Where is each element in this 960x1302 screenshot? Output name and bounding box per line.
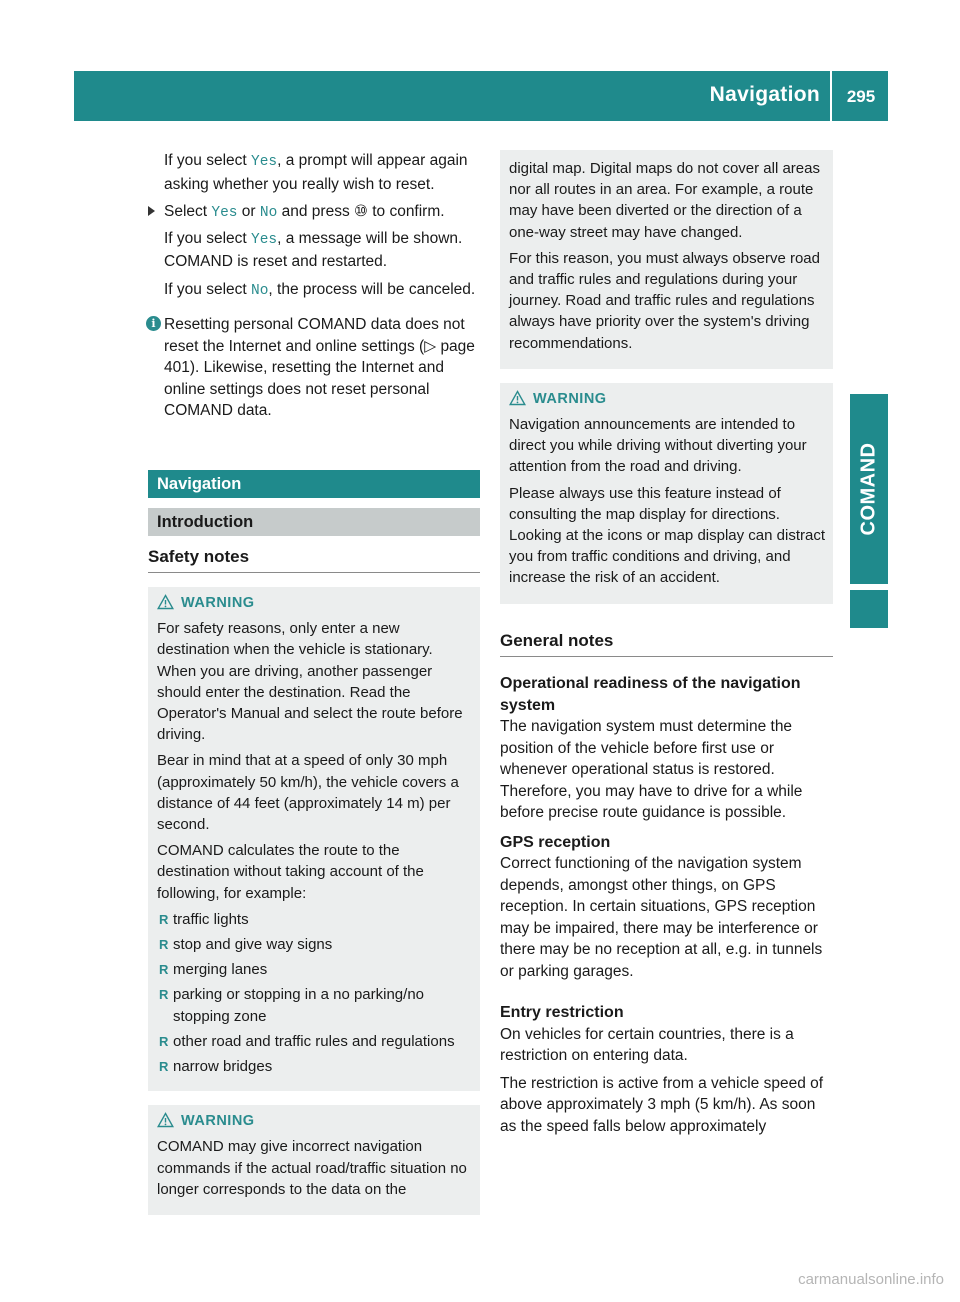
warning-triangle-icon (157, 594, 174, 610)
warning-text: For safety reasons, only enter a new destination when the vehicle is stationary. When you are driving, another passenger should enter the destination. Read the Operator's Manual and select the route before driving. (157, 620, 463, 744)
heading-safety-notes: Safety notes (148, 546, 480, 574)
side-marker (850, 590, 888, 628)
watermark-text: carmanualsonline.info (798, 1271, 944, 1288)
warning-box (148, 1105, 480, 1215)
body-text: On vehicles for certain countries, there is a restriction on entering data. (500, 1025, 794, 1065)
list-item: R other road and traffic rules and regulations (157, 1031, 473, 1052)
warning-text: Bear in mind that at a speed of only 30 mph (approximately 50 km/h), the vehicle covers a distance of 44 feet (approximately 14 m) per second. (157, 752, 459, 834)
step-arrow-icon (148, 206, 155, 216)
ui-term-yes: Yes (251, 154, 278, 170)
body-text: The restriction is active from a vehicle speed of above approximately 3 mph (5 km/h). As soon as the speed falls below approximately (500, 1074, 824, 1135)
info-note: i Resetting personal COMAND data does not reset the Internet and online settings (▷ page 401). Likewise, resetting the Internet and online settings does not reset personal COMAND data. (148, 314, 480, 422)
bullet-icon: R (159, 1033, 169, 1049)
warning-box (148, 587, 480, 1091)
result-yes-text: If you select Yes, a message will be shown. COMAND is reset and restarted. (164, 229, 463, 270)
chapter-side-tab-label: COMAND (857, 442, 880, 536)
ui-term-yes: Yes (211, 205, 238, 221)
ui-term-no: No (259, 205, 278, 221)
list-item: R merging lanes (157, 959, 473, 980)
ui-term-yes: Yes (251, 231, 278, 248)
list-item: R traffic lights (157, 909, 473, 930)
subheading-gps-reception: GPS reception (500, 833, 611, 851)
info-icon: i (146, 316, 161, 331)
controller-knob-icon: ⑩ (354, 203, 368, 220)
body-text: Correct functioning of the navigation system depends, amongst other things, on GPS reception. In certain situations, GPS reception may be impaired, there may be interference or there may be no reception at all, e.g. in tunnels or parking garages. (500, 855, 823, 980)
bullet-icon: R (159, 911, 169, 927)
bullet-icon: R (159, 1059, 169, 1075)
warning-header: WARNING (157, 593, 473, 614)
subsection-bar-introduction: Introduction (148, 508, 480, 536)
instruction-step: Select Yes or No and press ⑩ to confirm. (148, 201, 480, 225)
warning-header: WARNING (157, 1111, 473, 1132)
warning-triangle-icon (509, 390, 526, 406)
warning-text: Navigation announcements are intended to direct you while driving without diverting your attention from the road and driving. (509, 416, 807, 476)
list-item: R narrow bridges (157, 1056, 473, 1077)
header-title: Navigation (709, 83, 820, 106)
list-item: R stop and give way signs (157, 934, 473, 955)
subheading-operational-readiness: Operational readiness of the navigation system (500, 675, 801, 714)
right-column (500, 150, 833, 1143)
chapter-side-tab (850, 394, 888, 584)
warning-text: COMAND may give incorrect navigation commands if the actual road/traffic situation no longer corresponds to the data on the (157, 1138, 467, 1198)
warning-triangle-icon (157, 1112, 174, 1128)
page-header (74, 71, 888, 121)
bullet-icon: R (159, 987, 169, 1003)
heading-general-notes: General notes (500, 630, 833, 658)
body-text: The navigation system must determine the position of the vehicle before first use or whenever operational status is restored. Therefore, you may have to drive for a while before precise route guidance is possible. (500, 718, 803, 822)
warning-text: digital map. Digital maps do not cover all areas nor all routes in an area. For example, a route may have been diverted or the direction of a one-way street may have changed. (509, 160, 820, 241)
reset-prompt-text: If you select Yes, a prompt will appear again asking whether you really wish to reset. (164, 152, 468, 193)
page-number: 295 (846, 87, 876, 106)
subheading-entry-restriction: Entry restriction (500, 1004, 624, 1022)
bullet-icon: R (159, 937, 169, 953)
warning-text: COMAND calculates the route to the destination without taking account of the following, for example: (157, 842, 424, 902)
bullet-icon: R (159, 962, 169, 978)
section-bar-navigation: Navigation (148, 470, 480, 498)
warning-text: For this reason, you must always observe road and traffic rules and regulations during your journey. Road and traffic rules and regulations always have priority over the system's driving recommendations. (509, 249, 820, 352)
warning-box-continued (500, 150, 833, 369)
result-no-text: If you select No, the process will be canceled. (164, 280, 476, 299)
warning-header: WARNING (509, 389, 826, 410)
ui-term-no: No (251, 282, 269, 299)
warning-box (500, 383, 833, 604)
list-item: R parking or stopping in a no parking/no stopping zone (159, 986, 425, 1025)
left-column (148, 150, 480, 1215)
header-divider (830, 71, 832, 121)
warning-text: Please always use this feature instead of consulting the map display for directions. Looking at the icons or map display can distract you from traffic conditions and driving, and increase the risk of an accident. (509, 484, 826, 587)
